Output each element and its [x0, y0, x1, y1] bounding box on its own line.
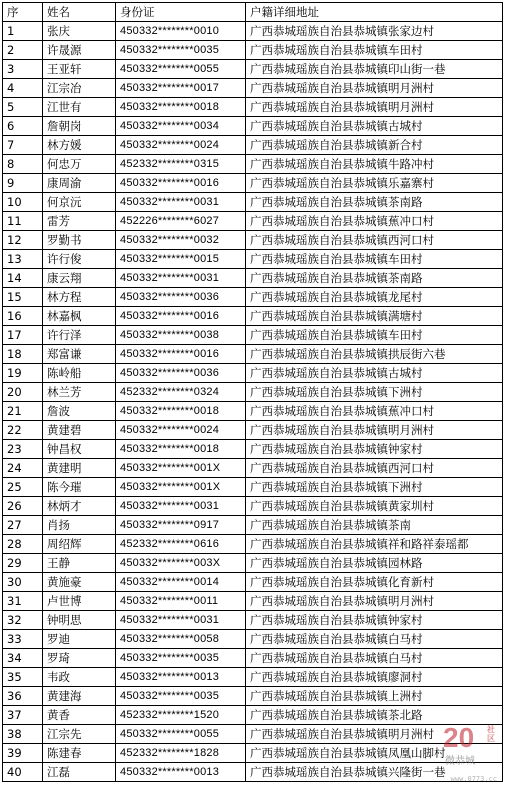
- row-number-cell: 30: [3, 573, 43, 592]
- person-name-cell: 何忠万: [43, 155, 116, 174]
- table-row: [3, 421, 503, 440]
- table-row: [3, 459, 503, 478]
- header-cell-number: 序: [3, 3, 43, 22]
- id-number-cell: 452332********0315: [116, 155, 246, 174]
- person-name-cell: 许行泽: [43, 326, 116, 345]
- person-name-cell: 陈岭船: [43, 364, 116, 383]
- id-number-cell: 450332********0034: [116, 117, 246, 136]
- id-number-cell: 450332********001X: [116, 459, 246, 478]
- address-cell: 广西恭城瑶族自治县恭城镇茶南路: [246, 193, 503, 212]
- row-number-cell: 7: [3, 136, 43, 155]
- table-row: [3, 231, 503, 250]
- table-row: [3, 288, 503, 307]
- id-number-cell: 450332********0013: [116, 763, 246, 782]
- table-row: [3, 174, 503, 193]
- row-number-cell: 17: [3, 326, 43, 345]
- row-number-cell: 38: [3, 725, 43, 744]
- address-cell: 广西恭城瑶族自治县恭城镇下洲村: [246, 478, 503, 497]
- table-row: [3, 212, 503, 231]
- address-cell: 广西恭城瑶族自治县恭城镇车田村: [246, 326, 503, 345]
- person-name-cell: 陈今璀: [43, 478, 116, 497]
- address-cell: 广西恭城瑶族自治县恭城镇钟家村: [246, 611, 503, 630]
- table-row: [3, 573, 503, 592]
- row-number-cell: 18: [3, 345, 43, 364]
- table-row: [3, 706, 503, 725]
- person-name-cell: 康云翔: [43, 269, 116, 288]
- table-row: [3, 307, 503, 326]
- row-number-cell: 31: [3, 592, 43, 611]
- address-cell: 广西恭城瑶族自治县恭城镇化育新村: [246, 573, 503, 592]
- address-cell: 广西恭城瑶族自治县恭城镇茶北路: [246, 706, 503, 725]
- address-cell: 广西恭城瑶族自治县恭城镇龙尾村: [246, 288, 503, 307]
- id-number-cell: 450332********0031: [116, 497, 246, 516]
- row-number-cell: 29: [3, 554, 43, 573]
- id-number-cell: 450332********0018: [116, 440, 246, 459]
- address-cell: 广西恭城瑶族自治县恭城镇乐嘉寨村: [246, 174, 503, 193]
- row-number-cell: 37: [3, 706, 43, 725]
- address-cell: 广西恭城瑶族自治县恭城镇茶南: [246, 516, 503, 535]
- table-row: [3, 668, 503, 687]
- row-number-cell: 15: [3, 288, 43, 307]
- header-row: [3, 3, 503, 22]
- person-name-cell: 林方媛: [43, 136, 116, 155]
- row-number-cell: 36: [3, 687, 43, 706]
- person-name-cell: 黄建碧: [43, 421, 116, 440]
- address-cell: 广西恭城瑶族自治县恭城镇车田村: [246, 41, 503, 60]
- id-number-cell: 450332********0038: [116, 326, 246, 345]
- table-row: [3, 22, 503, 41]
- id-number-cell: 450332********0024: [116, 136, 246, 155]
- address-cell: 广西恭城瑶族自治县恭城镇白马村: [246, 649, 503, 668]
- address-cell: 广西恭城瑶族自治县恭城镇古城村: [246, 117, 503, 136]
- person-name-cell: 康周渝: [43, 174, 116, 193]
- row-number-cell: 25: [3, 478, 43, 497]
- id-number-cell: 450332********0016: [116, 174, 246, 193]
- header-cell-id: 身份证: [116, 3, 246, 22]
- table-row: [3, 117, 503, 136]
- id-number-cell: 450332********0035: [116, 41, 246, 60]
- id-number-cell: 450332********0032: [116, 231, 246, 250]
- person-name-cell: 林兰芳: [43, 383, 116, 402]
- person-name-cell: 黄香: [43, 706, 116, 725]
- person-name-cell: 江世有: [43, 98, 116, 117]
- table-row: [3, 60, 503, 79]
- id-number-cell: 450332********0016: [116, 307, 246, 326]
- row-number-cell: 33: [3, 630, 43, 649]
- person-name-cell: 林方程: [43, 288, 116, 307]
- table-row: [3, 383, 503, 402]
- row-number-cell: 21: [3, 402, 43, 421]
- id-number-cell: 450332********0015: [116, 250, 246, 269]
- table-row: [3, 554, 503, 573]
- id-number-cell: 452332********0616: [116, 535, 246, 554]
- person-name-cell: 黄建明: [43, 459, 116, 478]
- person-name-cell: 罗琦: [43, 649, 116, 668]
- row-number-cell: 9: [3, 174, 43, 193]
- address-cell: 广西恭城瑶族自治县恭城镇廖洞村: [246, 668, 503, 687]
- row-number-cell: 26: [3, 497, 43, 516]
- id-number-cell: 450332********0055: [116, 725, 246, 744]
- watermark-logo-number: 20: [443, 722, 475, 753]
- id-number-cell: 450332********0010: [116, 22, 246, 41]
- id-number-cell: 450332********0017: [116, 79, 246, 98]
- table-row: [3, 98, 503, 117]
- address-cell: 广西恭城瑶族自治县恭城镇黄家圳村: [246, 497, 503, 516]
- id-number-cell: 452332********1828: [116, 744, 246, 763]
- id-number-cell: 450332********0018: [116, 98, 246, 117]
- row-number-cell: 3: [3, 60, 43, 79]
- address-cell: 广西恭城瑶族自治县恭城镇明月洲村: [246, 98, 503, 117]
- person-name-cell: 韦政: [43, 668, 116, 687]
- table-row: [3, 611, 503, 630]
- row-number-cell: 24: [3, 459, 43, 478]
- row-number-cell: 6: [3, 117, 43, 136]
- table-row: [3, 364, 503, 383]
- row-number-cell: 16: [3, 307, 43, 326]
- address-cell: 广西恭城瑶族自治县恭城镇西河口村: [246, 459, 503, 478]
- row-number-cell: 27: [3, 516, 43, 535]
- address-cell: 广西恭城瑶族自治县恭城镇蕉冲口村: [246, 212, 503, 231]
- person-name-cell: 江宗先: [43, 725, 116, 744]
- row-number-cell: 13: [3, 250, 43, 269]
- table-row: [3, 516, 503, 535]
- person-name-cell: 张庆: [43, 22, 116, 41]
- person-name-cell: 陈建春: [43, 744, 116, 763]
- address-cell: 广西恭城瑶族自治县恭城镇车田村: [246, 250, 503, 269]
- person-name-cell: 肖扬: [43, 516, 116, 535]
- person-name-cell: 江宗冶: [43, 79, 116, 98]
- table-row: [3, 497, 503, 516]
- person-name-cell: 江磊: [43, 763, 116, 782]
- row-number-cell: 10: [3, 193, 43, 212]
- id-number-cell: 450332********0014: [116, 573, 246, 592]
- person-name-cell: 詹朝岗: [43, 117, 116, 136]
- person-name-cell: 周绍辉: [43, 535, 116, 554]
- id-number-cell: 450332********0058: [116, 630, 246, 649]
- id-number-cell: 450332********0036: [116, 288, 246, 307]
- row-number-cell: 28: [3, 535, 43, 554]
- row-number-cell: 2: [3, 41, 43, 60]
- id-number-cell: 450332********0035: [116, 649, 246, 668]
- row-number-cell: 1: [3, 22, 43, 41]
- table-row: [3, 440, 503, 459]
- row-number-cell: 4: [3, 79, 43, 98]
- address-cell: 广西恭城瑶族自治县恭城镇祥和路祥泰瑶都: [246, 535, 503, 554]
- table-row: [3, 649, 503, 668]
- address-cell: 广西恭城瑶族自治县恭城镇西河口村: [246, 231, 503, 250]
- id-number-cell: 452226********6027: [116, 212, 246, 231]
- person-name-cell: 詹波: [43, 402, 116, 421]
- address-cell: 广西恭城瑶族自治县恭城镇茶南路: [246, 269, 503, 288]
- id-number-cell: 450332********0013: [116, 668, 246, 687]
- table-row: [3, 402, 503, 421]
- id-number-cell: 450332********0024: [116, 421, 246, 440]
- row-number-cell: 22: [3, 421, 43, 440]
- address-cell: 广西恭城瑶族自治县恭城镇新合村: [246, 136, 503, 155]
- table-row: [3, 136, 503, 155]
- address-cell: 广西恭城瑶族自治县恭城镇古城村: [246, 364, 503, 383]
- person-name-cell: 钟明思: [43, 611, 116, 630]
- id-number-cell: 450332********001X: [116, 478, 246, 497]
- person-name-cell: 何京沅: [43, 193, 116, 212]
- address-cell: 广西恭城瑶族自治县恭城镇蕉冲口村: [246, 402, 503, 421]
- address-cell: 广西恭城瑶族自治县恭城镇张家边村: [246, 22, 503, 41]
- id-number-cell: 450332********003X: [116, 554, 246, 573]
- row-number-cell: 32: [3, 611, 43, 630]
- row-number-cell: 23: [3, 440, 43, 459]
- person-name-cell: 钟昌权: [43, 440, 116, 459]
- row-number-cell: 19: [3, 364, 43, 383]
- header-cell-address: 户籍详细地址: [246, 3, 503, 22]
- row-number-cell: 40: [3, 763, 43, 782]
- watermark-logo-side-text: 社区: [487, 725, 495, 743]
- person-name-cell: 郑富谦: [43, 345, 116, 364]
- address-cell: 广西恭城瑶族自治县恭城镇下洲村: [246, 383, 503, 402]
- id-number-cell: 450332********0018: [116, 402, 246, 421]
- person-name-cell: 卢世博: [43, 592, 116, 611]
- id-number-cell: 452332********0324: [116, 383, 246, 402]
- address-cell: 广西恭城瑶族自治县恭城镇园林路: [246, 554, 503, 573]
- watermark-caption: 微恭城: [445, 756, 475, 767]
- person-name-cell: 雷芳: [43, 212, 116, 231]
- address-cell: 广西恭城瑶族自治县恭城镇上洲村: [246, 687, 503, 706]
- id-number-cell: 450332********0031: [116, 611, 246, 630]
- id-number-cell: 450332********0036: [116, 364, 246, 383]
- address-cell: 广西恭城瑶族自治县恭城镇凤凰山脚村: [246, 744, 503, 763]
- person-name-cell: 许晟源: [43, 41, 116, 60]
- person-name-cell: 罗勤书: [43, 231, 116, 250]
- table-row: [3, 592, 503, 611]
- id-number-cell: 452332********1520: [116, 706, 246, 725]
- table-row: [3, 763, 503, 782]
- table-row: [3, 478, 503, 497]
- row-number-cell: 20: [3, 383, 43, 402]
- table-row: [3, 744, 503, 763]
- person-name-cell: 罗迪: [43, 630, 116, 649]
- table-row: [3, 41, 503, 60]
- table-row: [3, 535, 503, 554]
- row-number-cell: 11: [3, 212, 43, 231]
- person-name-cell: 王亚轩: [43, 60, 116, 79]
- table-row: [3, 326, 503, 345]
- row-number-cell: 35: [3, 668, 43, 687]
- id-number-cell: 450332********0031: [116, 193, 246, 212]
- person-name-cell: 许行俊: [43, 250, 116, 269]
- table-row: [3, 250, 503, 269]
- person-name-cell: 林炳才: [43, 497, 116, 516]
- address-cell: 广西恭城瑶族自治县恭城镇钟家村: [246, 440, 503, 459]
- row-number-cell: 14: [3, 269, 43, 288]
- row-number-cell: 5: [3, 98, 43, 117]
- address-cell: 广西恭城瑶族自治县恭城镇拱辰街六巷: [246, 345, 503, 364]
- address-cell: 广西恭城瑶族自治县恭城镇明月洲村: [246, 79, 503, 98]
- person-name-cell: 林嘉枫: [43, 307, 116, 326]
- table-row: [3, 725, 503, 744]
- row-number-cell: 12: [3, 231, 43, 250]
- table-row: [3, 345, 503, 364]
- address-cell: 广西恭城瑶族自治县恭城镇明月洲村: [246, 421, 503, 440]
- table-row: [3, 630, 503, 649]
- table-row: [3, 79, 503, 98]
- person-name-cell: 黄施豪: [43, 573, 116, 592]
- table-row: [3, 269, 503, 288]
- address-cell: 广西恭城瑶族自治县恭城镇兴隆街一巷: [246, 763, 503, 782]
- id-number-cell: 450332********0917: [116, 516, 246, 535]
- id-number-cell: 450332********0016: [116, 345, 246, 364]
- row-number-cell: 34: [3, 649, 43, 668]
- row-number-cell: 39: [3, 744, 43, 763]
- address-cell: 广西恭城瑶族自治县恭城镇满塘村: [246, 307, 503, 326]
- address-cell: 广西恭城瑶族自治县恭城镇印山街一巷: [246, 60, 503, 79]
- id-number-cell: 450332********0035: [116, 687, 246, 706]
- person-name-cell: 黄建海: [43, 687, 116, 706]
- table-row: [3, 687, 503, 706]
- person-name-cell: 王静: [43, 554, 116, 573]
- row-number-cell: 8: [3, 155, 43, 174]
- id-number-cell: 450332********0031: [116, 269, 246, 288]
- address-cell: 广西恭城瑶族自治县恭城镇白马村: [246, 630, 503, 649]
- address-cell: 广西恭城瑶族自治县恭城镇明月洲村: [246, 725, 503, 744]
- table-row: [3, 193, 503, 212]
- watermark-url: www.0773.cc: [450, 775, 497, 783]
- address-cell: 广西恭城瑶族自治县恭城镇明月洲村: [246, 592, 503, 611]
- id-number-cell: 450332********0055: [116, 60, 246, 79]
- table-row: [3, 155, 503, 174]
- address-cell: 广西恭城瑶族自治县恭城镇牛路冲村: [246, 155, 503, 174]
- header-cell-name: 姓名: [43, 3, 116, 22]
- roster-body: [3, 22, 503, 782]
- roster-table: [2, 2, 503, 782]
- id-number-cell: 450332********0011: [116, 592, 246, 611]
- watermark-logo: [443, 722, 495, 753]
